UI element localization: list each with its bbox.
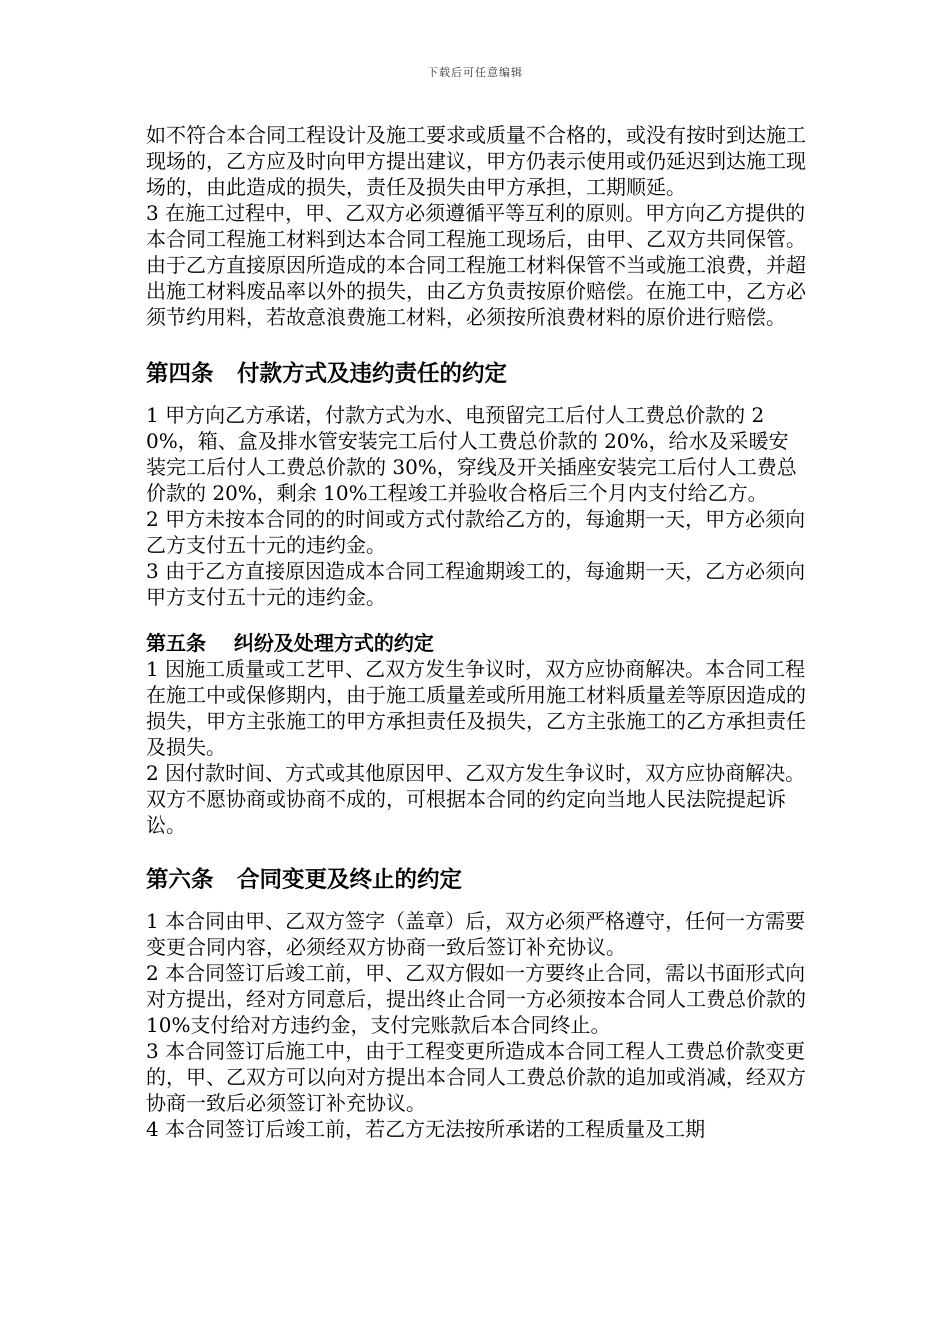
- article-5-clause-2: 2 因付款时间、方式或其他原因甲、乙双方发生争议时，双方应协商解决。双方不愿协商或协商不成的，可根据本合同的约定向当地人民法院提起诉讼。: [146, 761, 806, 837]
- article-4-title: 第四条 付款方式及违约责任的约定: [146, 361, 508, 387]
- intro-paragraph-2: 3 在施工过程中，甲、乙双方必须遵循平等互利的原则。甲方向乙方提供的本合同工程施工材料到达本合同工程施工现场后，由甲、乙双方共同保管。由于乙方直接原因所造成的本合同工程施工材料保管不当或施工浪费，并超出施工材料废品率以外的损失，由乙方负责按原价赔偿。在施工中，乙方必须节约用料，若故意浪费施工材料，必须按所浪费材料的原价进行赔偿。: [146, 201, 806, 329]
- article-5-title: 第五条 纠纷及处理方式的约定: [146, 631, 434, 655]
- article-4-clause-3: 3 由于乙方直接原因造成本合同工程逾期竣工的，每逾期一天，乙方必须向甲方支付五十元的违约金。: [146, 559, 806, 609]
- document-body: [146, 122, 806, 1142]
- article-6-title: 第六条 合同变更及终止的约定: [146, 867, 463, 893]
- article-6-clause-3: 3 本合同签订后施工中，由于工程变更所造成本合同工程人工费总价款变更的，甲、乙双方可以向对方提出本合同人工费总价款的追加或消减，经双方协商一致后必须签订补充协议。: [146, 1039, 806, 1115]
- article-6-clause-2: 2 本合同签订后竣工前，甲、乙双方假如一方要终止合同，需以书面形式向对方提出，经对方同意后，提出终止合同一方必须按本合同人工费总价款的 10%支付给对方违约金，支付完账款后本合同终止。: [146, 961, 806, 1037]
- article-4-clause-1: 1 甲方向乙方承诺，付款方式为水、电预留完工后付人工费总价款的 20%，箱、盒及排水管安装完工后付人工费总价款的 20%，给水及采暖安装完工后付人工费总价款的 30%，穿线及开关插座安装完工后付人工费总价款的 20%，剩余 10%工程竣工并验收合格后三个月内支付给乙方。: [146, 403, 797, 505]
- intro-paragraph-1: 如不符合本合同工程设计及施工要求或质量不合格的，或没有按时到达施工现场的，乙方应及时向甲方提出建议，甲方仍表示使用或仍延迟到达施工现场的，由此造成的损失，责任及损失由甲方承担，工期顺延。: [146, 123, 806, 199]
- page-header: 下载后可任意编辑: [427, 66, 523, 79]
- article-4-clause-2: 2 甲方未按本合同的的时间或方式付款给乙方的，每逾期一天，甲方必须向乙方支付五十元的违约金。: [146, 507, 806, 557]
- article-5-clause-1: 1 因施工质量或工艺甲、乙双方发生争议时，双方应协商解决。本合同工程在施工中或保修期内，由于施工质量差或所用施工材料质量差等原因造成的损失，甲方主张施工的甲方承担责任及损失，乙方主张施工的乙方承担责任及损失。: [146, 657, 806, 759]
- article-6-clause-4: 4 本合同签订后竣工前，若乙方无法按所承诺的工程质量及工期: [146, 1117, 706, 1141]
- article-6-clause-1: 1 本合同由甲、乙双方签字（盖章）后，双方必须严格遵守，任何一方需要变更合同内容，必须经双方协商一致后签订补充协议。: [146, 909, 806, 959]
